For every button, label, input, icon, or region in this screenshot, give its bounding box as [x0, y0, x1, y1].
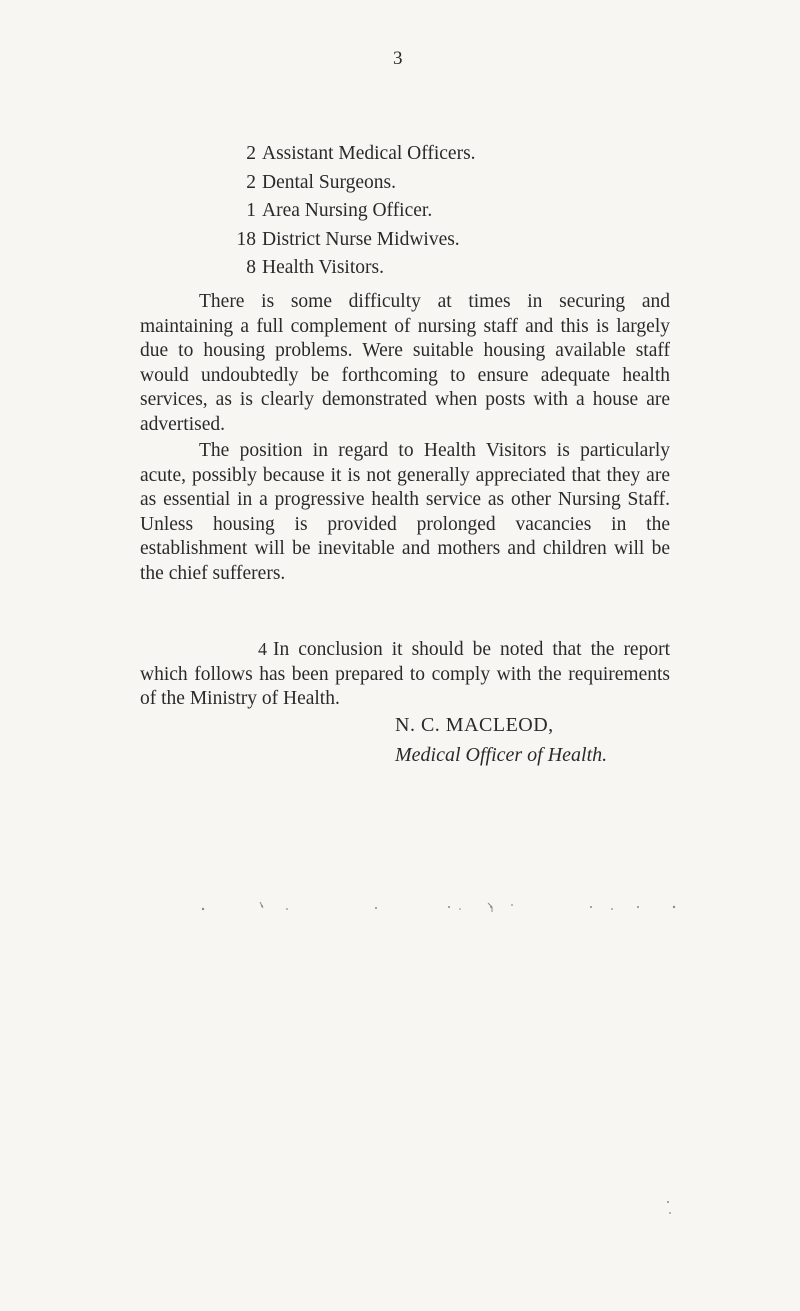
staff-count: 2: [246, 143, 256, 164]
staff-role: Dental Surgeons.: [262, 171, 396, 193]
staff-role: Health Visitors.: [262, 257, 384, 278]
staff-role: District Nurse Midwives.: [262, 228, 460, 250]
paragraph-text: In conclusion it should be noted that the report which follows has been prepared to comply with the requirements of the Ministry of Health.: [140, 639, 670, 709]
paragraph-text: There is some difficulty at times in securing and maintaining a full complement of nursing staff and this is largely due to housing problems. Were suitable housing available staff would undoubtedly be forthcoming to ensure adequate health services, as is clearly demonstrated when posts with a house are advertised.: [140, 291, 670, 435]
staff-role: Area Nursing Officer.: [262, 200, 433, 221]
staff-count: 1: [246, 200, 256, 221]
staff-count: 18: [236, 228, 256, 250]
staff-count: 8: [246, 257, 256, 278]
staff-count: 2: [246, 171, 256, 193]
staff-role: Assistant Medical Officers.: [262, 143, 476, 164]
signature-name: N. C. MACLEOD,: [395, 714, 554, 736]
paragraph-number: 4: [258, 639, 267, 659]
paragraph-text: The position in regard to Health Visitors is particularly acute, possibly because it is not generally appreciated that they are as essential in a progressive health service as other Nursing Staff. Unless housing is provided prolonged vacancies in the establishment will be inevitable and mothers and children will be the chief sufferers.: [140, 440, 670, 584]
page-number: 3: [393, 48, 403, 69]
signature-title: Medical Officer of Health.: [395, 744, 608, 766]
